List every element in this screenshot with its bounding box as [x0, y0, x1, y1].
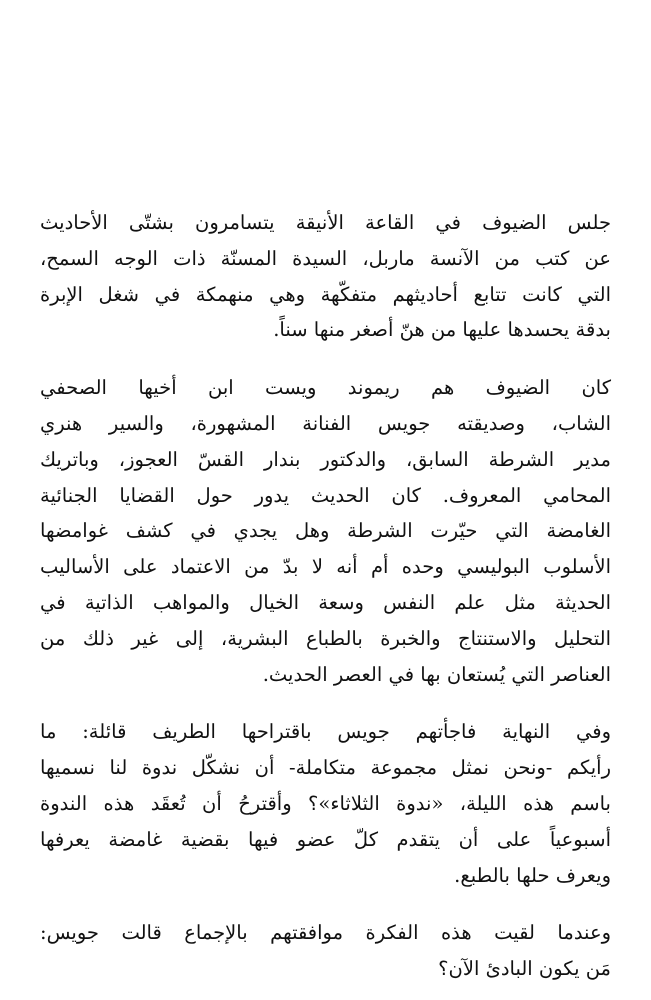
paragraph-3 [40, 714, 611, 893]
text-line: العناصر التي يُستعان بها في العصر الحديث. [262, 662, 611, 686]
text-line: التحليل والاستنتاج والخبرة بالطباع البشرية، إلى غير ذلك من [40, 626, 611, 650]
text-line: مدير الشرطة السابق، والدكتور بندار القسّ العجوز، وباتريك [40, 447, 611, 471]
paragraph-1 [40, 205, 611, 348]
text-line: مَن يكون البادئ الآن؟ [438, 957, 611, 981]
book-page-text [0, 205, 651, 987]
text-line: الحديثة مثل علم النفس وسعة الخيال والمواهب الذاتية في [40, 590, 611, 614]
text-line: المحامي المعروف. كان الحديث يدور حول القضايا الجنائية [40, 483, 611, 507]
text-line: أسبوعياً على أن يتقدم كلّ عضو فيها بقضية غامضة يعرفها [40, 827, 611, 851]
text-line: التي كانت تتابع أحاديثهم متفكّهة وهي منهمكة في شغل الإبرة [40, 282, 611, 306]
text-line: كان الضيوف هم ريموند ويست ابن أخيها الصحفي [40, 376, 611, 400]
text-line: بدقة يحسدها عليها من هنّ أصغر منها سناً. [273, 318, 611, 342]
paragraph-2 [40, 370, 611, 692]
text-line: عن كتب من الآنسة ماربل، السيدة المسنّة ذات الوجه السمح، [40, 246, 611, 270]
text-line: ويعرف حلها بالطبع. [454, 863, 611, 887]
text-line: الغامضة التي حيّرت الشرطة وهل يجدي في كشف غوامضها [40, 519, 611, 543]
text-line: الأسلوب البوليسي وحده أم أنه لا بدّ من الاعتماد على الأساليب [40, 555, 611, 579]
text-line: وعندما لقيت هذه الفكرة موافقتهم بالإجماع قالت جويس: [40, 921, 611, 945]
text-line: جلس الضيوف في القاعة الأنيقة يتسامرون بشتّى الأحاديث [40, 211, 611, 234]
text-line: وفي النهاية فاجأتهم جويس باقتراحها الطريف قائلة: ما [40, 720, 611, 744]
text-line: رأيكم -ونحن نمثل مجموعة متكاملة- أن نشكّل ندوة لنا نسميها [40, 756, 611, 780]
text-line: الشاب، وصديقته جويس الفنانة المشهورة، والسير هنري [40, 411, 611, 435]
text-line: باسم هذه الليلة، «ندوة الثلاثاء»؟ وأقترحُ أن تُعقَد هذه الندوة [40, 791, 611, 815]
paragraph-4 [40, 915, 611, 987]
